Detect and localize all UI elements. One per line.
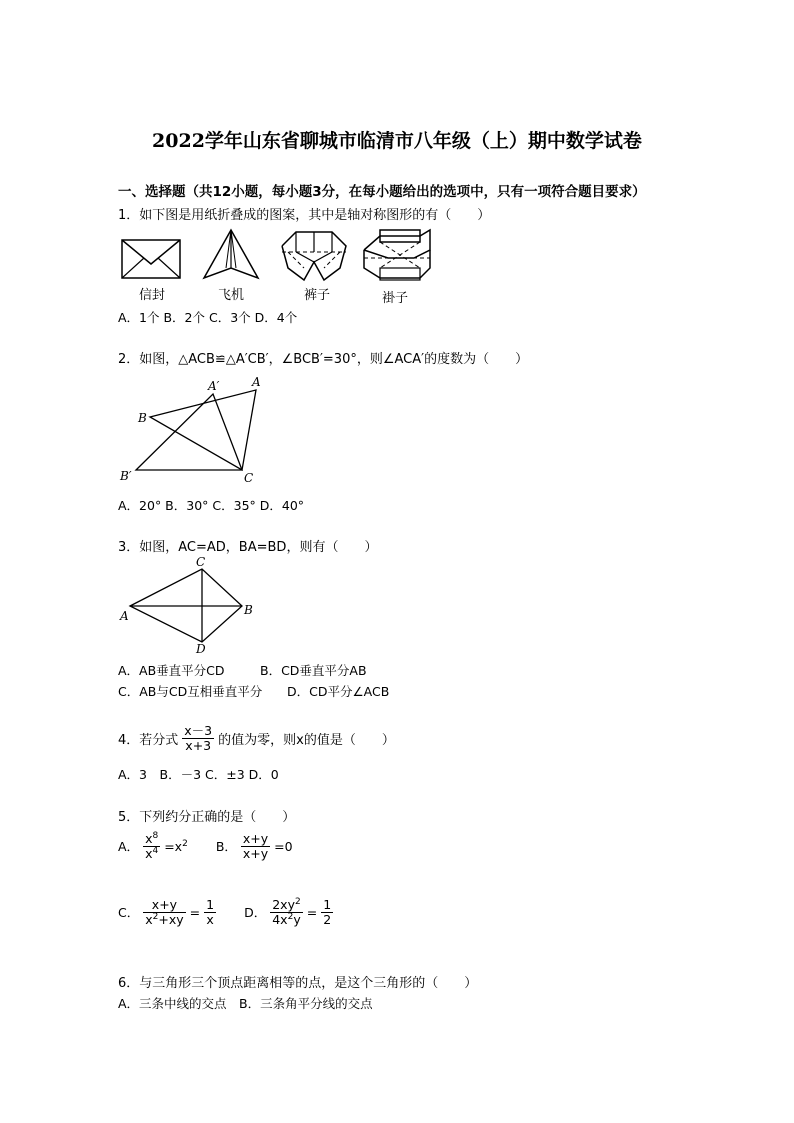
label-A-prime: A′ (208, 379, 220, 393)
label-C: C (244, 471, 254, 485)
q2-stem: 2．如图，△ACB≌△A′CB′，∠BCB′=30°，则∠ACA′的度数为（ ） (118, 352, 529, 367)
q6-options: A．三条中线的交点 B．三条角平分线的交点 (118, 996, 373, 1011)
q5-b-num: x+y (242, 831, 269, 847)
q4-denominator: x+3 (185, 737, 212, 753)
label-B: B (244, 603, 253, 617)
q5-stem: 5．下列约分正确的是（ ） (118, 810, 296, 825)
q4-numerator: x－3 (184, 723, 213, 738)
q3-quadrilateral-figure (118, 554, 268, 654)
q5-option-a (118, 832, 293, 861)
q5-c-rnum: 1 (206, 897, 215, 913)
caption-coat: 褂子 (381, 291, 408, 306)
q5-c-rden: x (206, 911, 214, 927)
q5-a-num: x (145, 831, 153, 847)
label-B: B (138, 411, 147, 425)
q2-options: A．20° B．30° C．35° D．40° (118, 498, 305, 513)
q5-b-rhs: =0 (274, 838, 293, 854)
q3-option-a: A．AB垂直平分CD (118, 663, 225, 678)
q5-c-result (204, 898, 216, 927)
q4-options: A．3 B．－3 C．±3 D．0 (118, 767, 279, 782)
q5-b-den: x+y (242, 845, 269, 861)
q5-a-den-exp: 4 (152, 845, 159, 856)
q5-b-label: B． (215, 839, 237, 855)
caption-plane: 飞机 (217, 288, 244, 303)
q2-triangles-figure (118, 372, 278, 488)
q5-c-den-exp: 2 (152, 911, 159, 922)
q5-a-den: x (145, 846, 153, 862)
plane-figure (204, 230, 258, 278)
q5-a-label: A． (118, 839, 140, 855)
q3-option-c: C．AB与CD互相垂直平分 (118, 684, 263, 699)
section-heading: 一、选择题（共12小题，每小题3分，在每小题给出的选项中，只有一项符合题目要求） (118, 184, 646, 200)
q5-a-fraction (143, 832, 160, 861)
q5-d-fraction (270, 898, 303, 927)
q5-d-result (321, 898, 333, 927)
label-B-prime: B′ (120, 469, 132, 483)
q5-option-c (118, 898, 333, 927)
q5-b-fraction (241, 832, 270, 861)
q5-d-eq: = (306, 904, 318, 920)
triangle-ACB (150, 390, 256, 470)
q6-stem: 6．与三角形三个顶点距离相等的点，是这个三角形的（ ） (118, 976, 478, 991)
q5-d-num: 2xy (272, 897, 295, 913)
q5-d-rden: 2 (323, 911, 332, 927)
triangle-A2CB2 (136, 394, 242, 470)
envelope-figure (122, 240, 180, 278)
q5-d-den: 4x (272, 912, 288, 928)
q5-a-num-exp: 8 (152, 831, 159, 841)
q5-c-eq: = (189, 904, 201, 920)
q5-c-num: x+y (143, 898, 185, 913)
pants-figure (282, 232, 346, 280)
caption-pants: 裤子 (303, 288, 330, 303)
page-title: 2022学年山东省聊城市临清市八年级（上）期中数学试卷 (152, 130, 642, 152)
q5-c-den-rest: +xy (158, 911, 184, 927)
q5-d-den-exp: 2 (287, 911, 294, 922)
coat-figure (364, 230, 430, 280)
q3-option-d: D．CD平分∠ACB (287, 684, 390, 699)
label-A: A (252, 375, 261, 389)
q4-stem (118, 724, 395, 753)
q5-d-label: D． (244, 905, 267, 921)
q4-pre: 4．若分式 (118, 732, 179, 748)
q5-d-den-rest: y (293, 912, 301, 928)
q5-c-label: C． (118, 905, 140, 921)
q4-post: 的值为零，则x的值是（ ） (218, 732, 395, 748)
label-C: C (196, 555, 206, 569)
q5-c-fraction (143, 898, 185, 927)
q3-stem: 3．如图，AC=AD，BA=BD，则有（ ） (118, 540, 378, 555)
q3-option-b: B．CD垂直平分AB (260, 663, 367, 678)
q1-options: A．1个 B．2个 C．3个 D．4个 (118, 310, 298, 325)
q5-a-rhs-exp: 2 (182, 838, 188, 849)
q4-fraction (182, 724, 214, 753)
q5-d-num-exp: 2 (294, 897, 301, 907)
q5-d-rnum: 1 (323, 897, 332, 913)
label-D: D (196, 642, 206, 656)
q1-stem: 1．如下图是用纸折叠成的图案，其中是轴对称图形的有（ ） (118, 208, 491, 223)
q5-c-den: x (145, 911, 153, 927)
q1-figures (118, 228, 448, 288)
label-A: A (120, 609, 129, 623)
q5-a-rhs: =x (164, 838, 183, 854)
caption-envelope: 信封 (138, 288, 165, 303)
